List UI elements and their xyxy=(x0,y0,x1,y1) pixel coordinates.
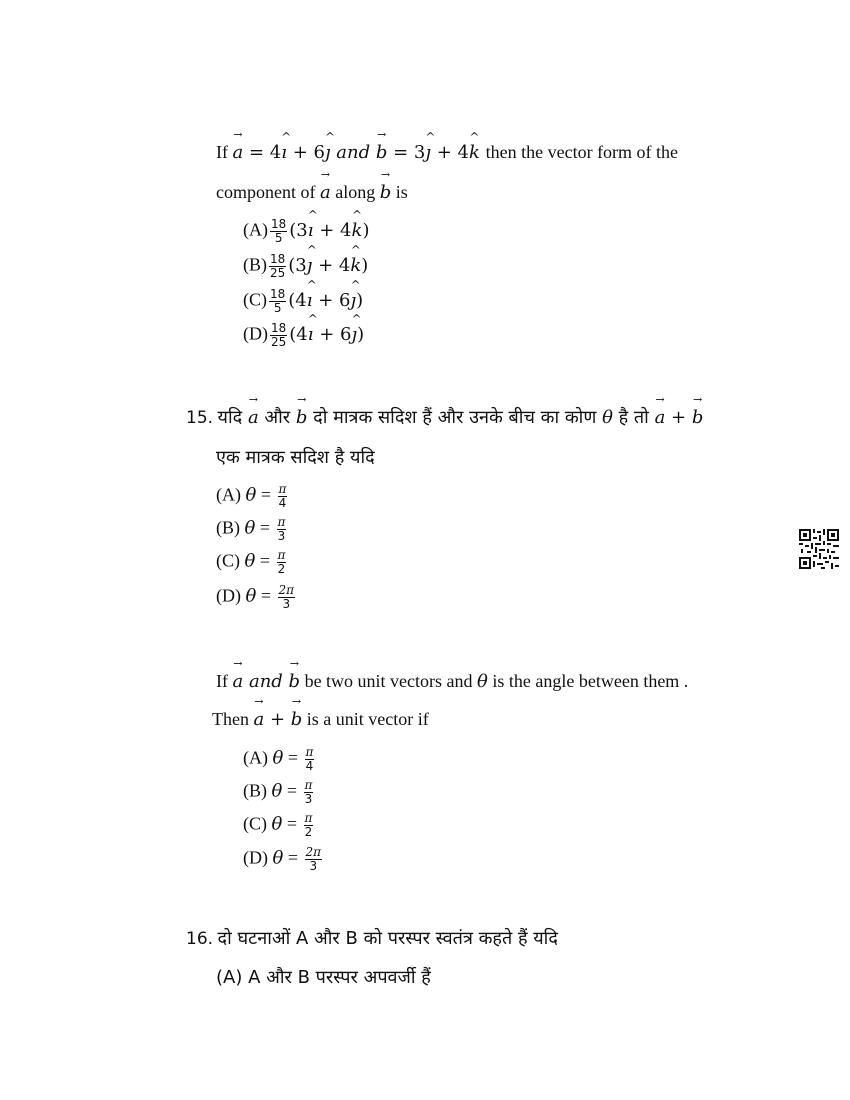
q14-option-d: (D) $\frac{18}{25}$ (4^ ı + 6^ ȷ) xyxy=(243,322,364,349)
q14-option-c: (C) $\frac{18}{5}$ (4^ ı + 6^ ȷ) xyxy=(243,288,363,315)
q14-option-b: (B) $\frac{18}{25}$ (3^ ȷ + 4^ k) xyxy=(243,253,368,280)
q14-en-line2: component of → a along → b is xyxy=(216,182,408,203)
q15-en-option-a: (A) θ = $\frac{\pi}{4}$ xyxy=(243,745,314,773)
vector-b: → b xyxy=(376,142,388,163)
fraction: $\frac{\pi}{2}$ xyxy=(277,548,286,576)
fraction: $\frac{2\pi}{3}$ xyxy=(278,583,295,611)
fraction: $\frac{18}{25}$ xyxy=(271,321,287,349)
fraction: $\frac{\pi}{2}$ xyxy=(304,811,313,839)
fraction: $\frac{\pi}{3}$ xyxy=(277,515,286,543)
q14-option-a: (A) $\frac{18}{5}$ (3^ ı + 4^ k) xyxy=(243,218,369,245)
fraction: $\frac{\pi}{3}$ xyxy=(304,778,313,806)
fraction: $\frac{18}{5}$ xyxy=(270,287,286,315)
q15-en-option-d: (D) θ = $\frac{2\pi}{3}$ xyxy=(243,845,322,873)
q14-if: If xyxy=(216,142,228,162)
fraction: $\frac{2\pi}{3}$ xyxy=(305,845,322,873)
q15-en-line1: If → a and → b be two unit vectors and θ is the angle between them . xyxy=(216,671,688,692)
fraction: $\frac{18}{5}$ xyxy=(271,217,287,245)
q15-en-option-b: (B) θ = $\frac{\pi}{3}$ xyxy=(243,778,313,806)
q14-en-line1: If → a = 4^ ı + 6^ ȷ and → b = 3^ ȷ + 4^ k then the vector form of the xyxy=(216,142,678,163)
q15-hi-line1: 15. यदि → a और → b दो मात्रक सदिश हैं और उनके बीच का कोण θ है तो → a + → b xyxy=(186,405,703,429)
fraction: $\frac{\pi}{4}$ xyxy=(305,745,314,773)
question-number: 15. xyxy=(186,408,214,428)
fraction: $\frac{18}{25}$ xyxy=(270,252,286,280)
q15-en-option-c: (C) θ = $\frac{\pi}{2}$ xyxy=(243,811,313,839)
q15-hi-option-c: (C) θ = $\frac{\pi}{2}$ xyxy=(216,548,286,576)
q16-hi-option-a: (A) A और B परस्पर अपवर्जी हैं xyxy=(216,967,431,988)
fraction: $\frac{\pi}{4}$ xyxy=(278,482,287,510)
question-number: 16. xyxy=(186,929,214,949)
q15-hi-option-d: (D) θ = $\frac{2\pi}{3}$ xyxy=(216,583,295,611)
qr-code-icon xyxy=(799,529,839,569)
q15-hi-option-b: (B) θ = $\frac{\pi}{3}$ xyxy=(216,515,286,543)
q15-hi-line2: एक मात्रक सदिश है यदि xyxy=(216,447,375,468)
q15-hi-option-a: (A) θ = $\frac{\pi}{4}$ xyxy=(216,482,287,510)
q16-hi-line1: 16. दो घटनाओं A और B को परस्पर स्वतंत्र कहते हैं यदि xyxy=(186,928,558,949)
q15-en-line2: Then → a + → b is a unit vector if xyxy=(212,709,429,730)
vector-a: → a xyxy=(233,142,244,163)
q14-text: then the vector form of the xyxy=(485,142,679,162)
